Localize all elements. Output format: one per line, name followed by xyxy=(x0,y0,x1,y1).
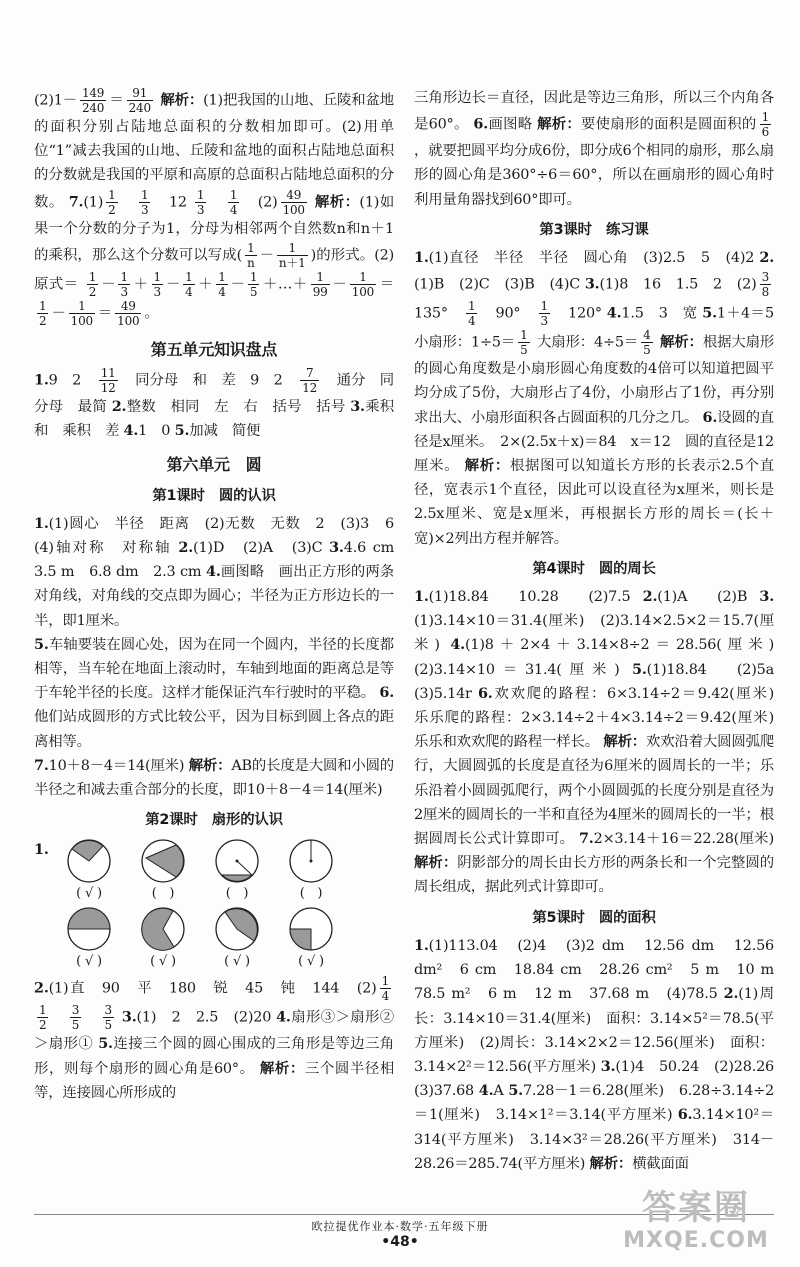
answer-block: 1.9 2 $\frac{11}{12}$ 同分母 和 差 9 2 $\frac{7}{12}$ 通分 同分母 最简 2.整数 相同 左 右 括号 括号 3.乘积 和 乘积 差 4.1 0 5.加减 简便 xyxy=(34,366,409,440)
analysis-label: 解析： xyxy=(464,457,510,475)
lesson-heading: 第3课时 练习课 xyxy=(539,221,649,238)
circle-g-sector: ( √ ) xyxy=(206,906,268,972)
circle-e-icon xyxy=(66,906,112,952)
sector-figure-question: 1. ( √ ) ( ) ( ) ( ) ( √ ) ( √ ) ( √ ) ( √ ) xyxy=(34,838,394,972)
answer-block: 1.(1)18.84 10.28 (2)7.5 2.(1)A (2)B 3.(1)3.14×10＝31.4(厘米) (2)3.14×2.5×2＝15.7(厘米) 4.(1)8＋2×4＋3.14×8÷2＝28.56(厘米) (2)3.14×10＝31.4(厘米) 5.(1)18.84 (2)5a (3)5.14r 6.欢欢爬的路程：6×3.14÷2＝9.42(厘米) 乐乐爬的路程：2×3.14÷2＋4×3.14÷2＝9.42(厘米) 乐乐和欢欢爬的路程一样长。 解析：欢欢沿着大圆圆弧爬行，大圆圆弧的长度是直径为6厘米的圆周长的一半；乐乐沿着小圆圆弧爬行，两个小圆圆弧的长度分别是直径为2厘米的圆周长的一半和直径为4厘米的圆周长的一半；根据圆周长公式计算即可。 7.2×3.14＋16＝22.28(厘米) 解析：阴影部分的周长由长方形的两条长和一个完整圆的周长组成，据此列式计算即可。 xyxy=(414,588,789,896)
answer-block: 1.(1)圆心 半径 距离 (2)无数 无数 2 (3)3 6 (4)轴对称 对称轴 2.(1)D (2)A (3)C 3.4.6 cm 3.5 m 6.8 dm 2.3 cm 4.画图略 画出正方形的两条对角线，对角线的交点即为圆心；半径为正方形边长的一半，即1厘米。 xyxy=(34,514,409,629)
answer-block: (2)1－ $\frac{149}{240}$ ＝ $\frac{91}{240}$ 解析：(1)把我国的山地、丘陵和盆地的面积分别占陆地总面积的分数相加即可。(2)用单位“1”减去我国的山地、丘陵和盆地的面积占陆地总面积的分数就是我国的平原和高原的总面积占陆地总面积的分数。 7.(1) $\frac{1}{2}$ $\frac{1}{3}$ 12 $\frac{1}{3}$ $\frac{1}{4}$ (2) $\frac{49}{100}$ 解析：(1)如果一个分数的分子为1，分母为相邻两个自然数n和n＋1的乘积，那么这个分数可以写成( $\frac{1}{n}$ － $\frac{1}{n+1}$ )的形式。(2)原式＝ $\frac{1}{2}$ － $\frac{1}{3}$ ＋ $\frac{1}{3}$ － $\frac{1}{4}$ ＋ $\frac{1}{4}$ － $\frac{1}{5}$ ＋…＋ $\frac{1}{99}$ － $\frac{1}{100}$ ＝ $\frac{1}{2}$ － $\frac{1}{100}$ ＝ $\frac{49}{100}$ 。 xyxy=(34,86,395,328)
circle-h-icon xyxy=(288,906,334,952)
text: (2)1－ xyxy=(34,92,77,109)
footer-book-title: 欧拉提优作业本·数学·五年级下册 xyxy=(311,1220,489,1233)
lesson-heading: 第2课时 扇形的认识 xyxy=(145,812,283,829)
circle-e-sector: ( √ ) xyxy=(58,906,120,972)
analysis-label: 解析： xyxy=(259,1059,305,1077)
analysis-label: 解析： xyxy=(603,733,647,751)
lesson-heading: 第1课时 圆的认识 xyxy=(152,487,276,504)
watermark-text: 答案圈 xyxy=(642,1188,750,1228)
answer-block: 2.(1)直 90 平 180 锐 45 钝 144 (2) $\frac{1}{4}$ $\frac{1}{2}$ $\frac{3}{5}$ $\frac{3}{5}$ 3.(1) 2 2.5 (2)20 4.扇形③＞扇形②＞扇形① 5.连接三个圆的圆心围成的三角形是等边三角形，则每个扇形的圆心角是60°。 解析：三个圆半径相等，连接圆心所形成的 xyxy=(34,974,395,1101)
lesson-heading: 第4课时 圆的周长 xyxy=(532,560,656,577)
circle-f-sector: ( √ ) xyxy=(132,906,194,972)
circle-a-sector: ( √ ) xyxy=(58,838,120,904)
answer-block: 7.10＋8－4＝14(厘米) 解析：AB的长度是大圆和小圆的半径之和减去重合部分的长度，即10＋8－4＝14(厘米) xyxy=(34,756,394,799)
page-number: •48• xyxy=(381,1234,419,1250)
circle-b-icon xyxy=(140,838,186,884)
answer-block: 三角形边长＝直径，因此是等边三角形，所以三个内角各是60°。 6.画图略 解析：要使扇形的面积是圆面积的 $\frac{1}{6}$ ，就要把圆平均分成6份，即分成6个相同的扇形，那么扇形的圆心角是360°÷6＝60°，所以在画扇形的圆心角时利用量角器找到60°即可。 xyxy=(414,90,774,208)
circle-c-icon xyxy=(214,838,260,884)
section-heading: 第五单元知识盘点 xyxy=(150,339,278,359)
analysis-label: 解析： xyxy=(537,115,582,133)
circle-d-icon xyxy=(288,838,334,884)
circle-c-sector: ( ) xyxy=(206,838,268,904)
answer-block: 1.(1)113.04 (2)4 (3)2 dm 12.56 dm 12.56 dm² 6 cm 18.84 cm 28.26 cm² 5 m 10 m 78.5 m² 6 m 12 m 37.68 m (4)78.5 2.(1)周长：3.14×10＝31.4(厘米) 面积：3.14×5²＝78.5(平方厘米) (2)周长：3.14×2×2＝12.56(厘米) 面积：3.14×2²＝12.56(平方厘米) 3.(1)4 50.24 (2)28.26 (3)37.68 4.A 5.7.28－1＝6.28(厘米) 6.28÷3.14÷2＝1(厘米) 3.14×1²＝3.14(平方厘米) 6.3.14×10²＝314(平方厘米) 3.14×3²＝28.26(平方厘米) 314－28.26＝285.74(平方厘米) 解析：横截面面 xyxy=(414,936,789,1172)
circle-h-sector: ( √ ) xyxy=(280,906,342,972)
answer-block: 1.(1)直径 半径 半径 圆心角 (3)2.5 5 (4)2 2.(1)B (2)C (3)B (4)C 3.(1)8 16 1.5 2 (2) $\frac{3}{8}$ 135° $\frac{1}{4}$ 90° $\frac{1}{3}$ 120° 4.1.5 3 宽 5.1＋4＝5 小扇形：1÷5＝ $\frac{1}{5}$ 大扇形：4÷5＝ $\frac{4}{5}$ 解析：根据大扇形的圆心角度数是小扇形圆心角度数的4倍可以知道把圆平均分成了5份，大扇形占了4份，小扇形占了1份，再分别求出大、小扇形面积各占圆面积的几分之几。 6.设圆的直径是x厘米。 2×(2.5x＋x)＝84 x＝12 圆的直径是12厘米。 解析：根据图可以知道长方形的长表示2.5个直径，宽表示1个直径，因此可以设直径为x厘米，则长是2.5x厘米、宽是x厘米，再根据长方形的周长＝(长＋宽)×2列出方程并解答。 xyxy=(414,249,789,547)
circle-a-icon xyxy=(66,838,112,884)
circle-g-icon xyxy=(214,906,260,952)
watermark-logo xyxy=(606,1188,786,1254)
analysis-label: 解析： xyxy=(314,193,360,211)
circle-d-sector: ( ) xyxy=(280,838,342,904)
watermark-url: MXQE.COM xyxy=(623,1228,769,1253)
circle-f-icon xyxy=(140,906,186,952)
analysis-label: 解析： xyxy=(414,854,458,872)
answer-block: 5.车轴要装在圆心处，因为在同一个圆内，半径的长度都相等，当车轮在地面上滚动时，车轴到地面的距离总是等于车轮半径的长度。这样才能保证汽车行驶时的平稳。 6.他们站成圆形的方式比较公平，因为目标到圆上各点的距离相等。 xyxy=(34,635,395,750)
circle-b-sector: ( ) xyxy=(132,838,194,904)
unit-heading: 第六单元 圆 xyxy=(166,455,262,475)
fraction: $\frac{91}{240}$ xyxy=(128,86,151,115)
analysis-label: 解析： xyxy=(160,91,204,109)
analysis-label: 解析： xyxy=(188,756,232,774)
analysis-label: 解析： xyxy=(589,1154,633,1172)
analysis-label: 解析： xyxy=(660,333,703,351)
left-column xyxy=(34,86,409,1105)
lesson-heading: 第5课时 圆的面积 xyxy=(532,909,656,926)
text: (1)把我国的山地、丘陵和盆地的面积分别占陆地总面积的分数相加即可。(2)用单位“1”减去我国的山地、丘陵和盆地的面积占陆地总面积的分数就是我国的平原和高原的总面积占陆地总面积的分数。 xyxy=(34,92,394,211)
right-column xyxy=(414,86,789,1176)
sector-circles-grid xyxy=(58,838,394,972)
fraction: $\frac{149}{240}$ xyxy=(81,86,105,115)
